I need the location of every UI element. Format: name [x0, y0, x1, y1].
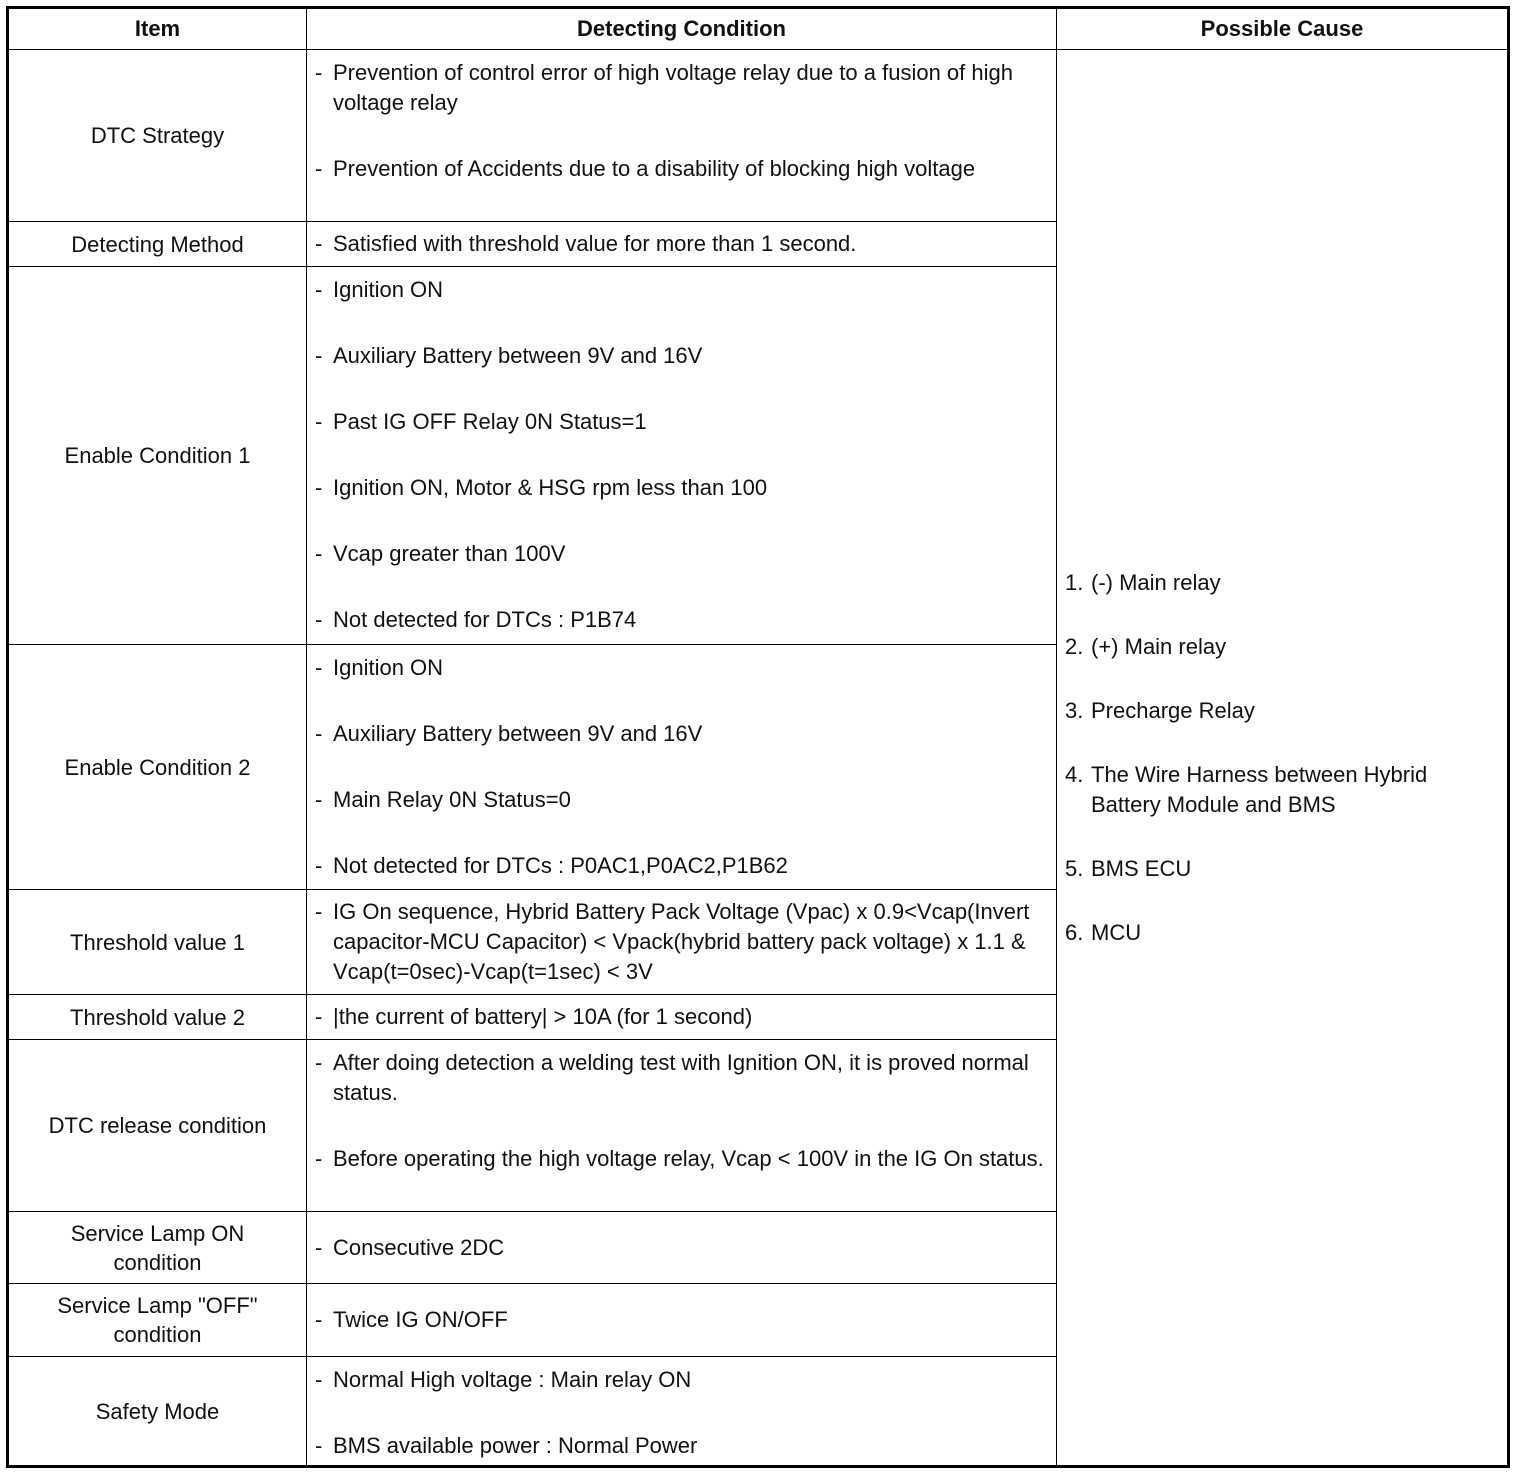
cause-text: The Wire Harness between Hybrid Battery Module and BMS	[1091, 761, 1428, 817]
condition-item: - After doing detection a welding test with Ignition ON, it is proved normal status.	[315, 1048, 1048, 1108]
row-conditions	[307, 890, 1057, 995]
condition-item: - Satisfied with threshold value for more than 1 second.	[315, 229, 1048, 259]
cause-item	[1065, 760, 1499, 820]
cause-text: Precharge Relay	[1091, 697, 1255, 723]
possible-cause-cell	[1057, 50, 1509, 1467]
cause-number: 3.	[1065, 697, 1084, 723]
cause-text: (-) Main relay	[1091, 569, 1221, 595]
cause-text: BMS ECU	[1091, 855, 1192, 881]
header-detecting-condition: Detecting Condition	[307, 8, 1057, 50]
condition-item: - BMS available power : Normal Power	[315, 1431, 1048, 1461]
condition-item: - Prevention of control error of high voltage relay due to a fusion of high voltage relay	[315, 58, 1048, 118]
header-possible-cause: Possible Cause	[1057, 8, 1509, 50]
row-item-enable-condition-2: Enable Condition 2	[8, 645, 307, 890]
row-conditions	[307, 1357, 1057, 1467]
row-conditions	[307, 50, 1057, 222]
row-item-detecting-method: Detecting Method	[8, 222, 307, 267]
condition-item: - Normal High voltage : Main relay ON	[315, 1365, 1048, 1395]
row-item-service-lamp-off	[8, 1284, 307, 1357]
header-item: Item	[8, 8, 307, 50]
condition-item: - Before operating the high voltage relay, Vcap < 100V in the IG On status.	[315, 1144, 1048, 1174]
condition-item: - Main Relay 0N Status=0	[315, 785, 1048, 815]
condition-item: - Not detected for DTCs : P0AC1,P0AC2,P1B62	[315, 851, 1048, 881]
item-line: condition	[113, 1322, 202, 1347]
row-item-threshold-value-1: Threshold value 1	[8, 890, 307, 995]
cause-item	[1065, 918, 1499, 948]
row-item-dtc-strategy: DTC Strategy	[8, 50, 307, 222]
header-row	[8, 8, 1509, 50]
condition-item: - Consecutive 2DC	[315, 1233, 1048, 1263]
cause-text: MCU	[1091, 919, 1142, 945]
row-item-threshold-value-2: Threshold value 2	[8, 995, 307, 1040]
item-line: Service Lamp "OFF"	[57, 1293, 258, 1318]
row-conditions	[307, 1040, 1057, 1212]
row-item-dtc-release-condition: DTC release condition	[8, 1040, 307, 1212]
cause-item	[1065, 568, 1499, 598]
table-row	[8, 50, 1509, 222]
row-item-safety-mode: Safety Mode	[8, 1357, 307, 1467]
cause-number: 2.	[1065, 633, 1084, 659]
cause-number: 5.	[1065, 855, 1084, 881]
cause-number: 1.	[1065, 569, 1084, 595]
condition-item: - IG On sequence, Hybrid Battery Pack Voltage (Vpac) x 0.9<Vcap(Invert capacitor-MCU Capacitor) < Vpack(hybrid battery pack voltage) x 1.1 & Vcap(t=0sec)-Vcap(t=1sec) < 3V	[315, 897, 1048, 987]
condition-item: - Auxiliary Battery between 9V and 16V	[315, 719, 1048, 749]
condition-item: - Vcap greater than 100V	[315, 539, 1048, 569]
condition-item: - Not detected for DTCs : P1B74	[315, 605, 1048, 635]
condition-item: - |the current of battery| > 10A (for 1 second)	[315, 1002, 1048, 1032]
condition-item: - Past IG OFF Relay 0N Status=1	[315, 407, 1048, 437]
dtc-table	[6, 6, 1510, 1468]
item-line: Service Lamp ON	[70, 1220, 245, 1246]
row-conditions	[307, 1212, 1057, 1284]
row-conditions	[307, 1284, 1057, 1357]
row-conditions	[307, 222, 1057, 267]
cause-item	[1065, 696, 1499, 726]
cause-item	[1065, 854, 1499, 884]
row-item-enable-condition-1: Enable Condition 1	[8, 267, 307, 645]
condition-item: - Auxiliary Battery between 9V and 16V	[315, 341, 1048, 371]
row-conditions	[307, 995, 1057, 1040]
cause-number: 6.	[1065, 919, 1084, 945]
condition-item: - Ignition ON	[315, 275, 1048, 305]
item-line: condition	[113, 1249, 202, 1275]
possible-cause-list	[1057, 568, 1507, 948]
condition-item: - Ignition ON, Motor & HSG rpm less than 100	[315, 473, 1048, 503]
row-conditions	[307, 645, 1057, 890]
row-conditions	[307, 267, 1057, 645]
condition-item: - Prevention of Accidents due to a disability of blocking high voltage	[315, 154, 1048, 184]
condition-item: - Twice IG ON/OFF	[315, 1305, 1048, 1335]
cause-text: (+) Main relay	[1091, 633, 1227, 659]
condition-item: - Ignition ON	[315, 653, 1048, 683]
cause-number: 4.	[1065, 761, 1084, 787]
row-item-service-lamp-on	[8, 1212, 307, 1284]
cause-item	[1065, 632, 1499, 662]
